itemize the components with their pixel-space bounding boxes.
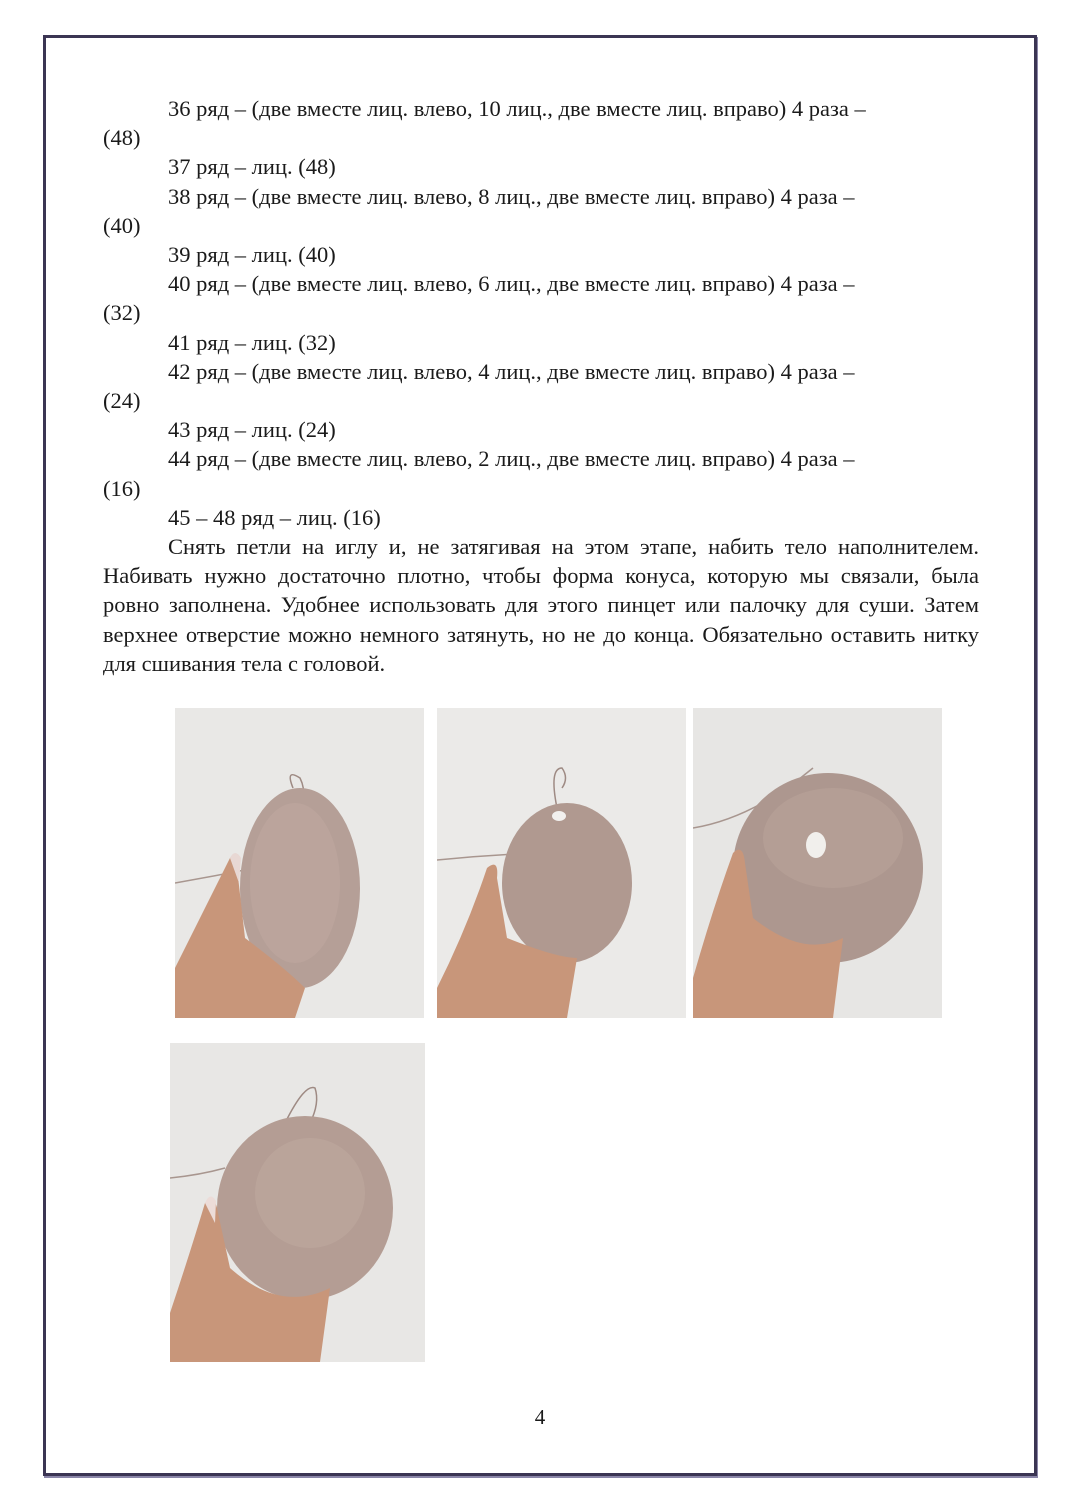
row-42-count: (24) (103, 388, 141, 414)
page-number: 4 (534, 1405, 546, 1429)
knitted-body-image (693, 708, 942, 1018)
row-43: 43 ряд – лиц. (24) (168, 417, 336, 443)
photo-2-stuffed-body (437, 708, 686, 1018)
row-39: 39 ряд – лиц. (40) (168, 242, 336, 268)
knitted-body-image (437, 708, 686, 1018)
row-36-count: (48) (103, 125, 141, 151)
row-42: 42 ряд – (две вместе лиц. влево, 4 лиц., две вместе лиц. вправо) 4 раза – (168, 358, 855, 384)
row-40-count: (32) (103, 300, 141, 326)
stuffing-paragraph: Снять петли на иглу и, не затягивая на этом этапе, набить тело наполнителем. Набивать нужно достаточно плотно, чтобы форма конуса, которую мы связали, была ровно заполнена. Удобнее использовать для этого пинцет или палочку для суши. Затем верхнее отверстие можно немного затянуть, но не до конца. Обязательно оставить нитку для сшивания тела с головой. (103, 534, 979, 676)
row-40: 40 ряд – (две вместе лиц. влево, 6 лиц., две вместе лиц. вправо) 4 раза – (168, 271, 855, 297)
photo-1-cone-body (175, 708, 424, 1018)
row-37: 37 ряд – лиц. (48) (168, 154, 336, 180)
row-45-48: 45 – 48 ряд – лиц. (16) (168, 504, 381, 530)
row-36: 36 ряд – (две вместе лиц. влево, 10 лиц., две вместе лиц. вправо) 4 раза – (168, 96, 866, 121)
row-44-count: (16) (103, 475, 141, 501)
knitted-body-image (175, 708, 424, 1018)
row-44: 44 ряд – (две вместе лиц. влево, 2 лиц., две вместе лиц. вправо) 4 раза – (168, 446, 855, 472)
photo-4-closed-top (170, 1043, 425, 1362)
row-38-count: (40) (103, 212, 141, 238)
knitted-body-image (170, 1043, 425, 1362)
row-38: 38 ряд – (две вместе лиц. влево, 8 лиц., две вместе лиц. вправо) 4 раза – (168, 183, 855, 209)
photo-3-top-opening (693, 708, 942, 1018)
row-41: 41 ряд – лиц. (32) (168, 329, 336, 355)
instructions-text (103, 94, 979, 678)
